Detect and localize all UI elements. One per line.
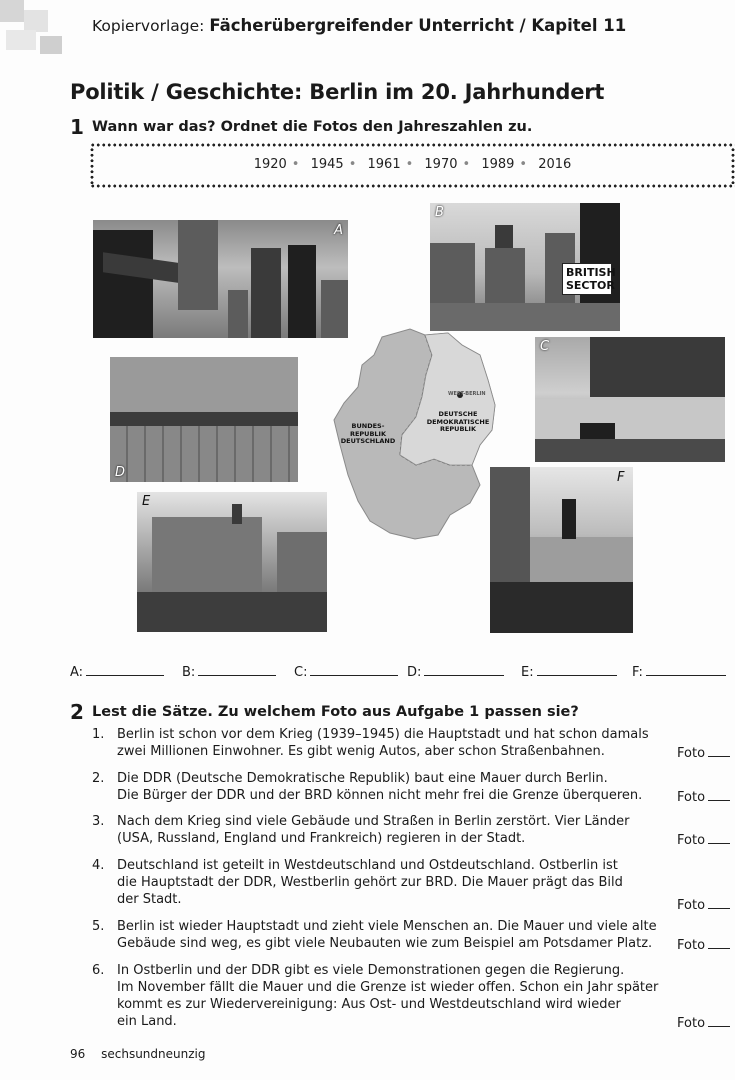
year-item: 1945 [310, 157, 344, 172]
task2-number: 2 [70, 700, 84, 724]
year-item: 2016 [538, 157, 572, 172]
photo-f-label: F [617, 470, 625, 485]
year-item: 1961 [367, 157, 401, 172]
british-sector-sign: BRITISH SECTOR [562, 263, 612, 295]
map-tag: WEST-BERLIN [448, 391, 486, 397]
photo-a [93, 220, 348, 338]
task1-number: 1 [70, 115, 84, 139]
photo-d-label: D [115, 465, 126, 480]
year-item: 1970 [424, 157, 458, 172]
year-box [90, 143, 735, 188]
foto-answer[interactable]: Foto [677, 937, 730, 954]
task1-instruction: Wann war das? Ordnet die Fotos den Jahreszahlen zu. [92, 119, 533, 135]
year-item: 1920 [253, 157, 287, 172]
answer-row [70, 664, 730, 684]
photo-e-label: E [142, 494, 151, 509]
header-prefix: Kopiervorlage: [92, 17, 205, 35]
answer-b[interactable]: B: [182, 664, 276, 680]
photo-c [535, 337, 725, 462]
page-number-word: sechsundneunzig [101, 1047, 206, 1061]
year-list: 1920 • 1945 • 1961 • 1970 • 1989 • 2016 [253, 157, 572, 172]
photo-d [110, 357, 298, 482]
map-label-ddr: DEUTSCHE DEMOKRATISCHE REPUBLIK [426, 410, 490, 433]
answer-e[interactable]: E: [521, 664, 617, 680]
answer-c[interactable]: C: [294, 664, 398, 680]
foto-answer[interactable]: Foto [677, 789, 730, 806]
photo-a-label: A [334, 223, 343, 238]
task2-instruction: Lest die Sätze. Zu welchem Foto aus Aufgabe 1 passen sie? [92, 704, 579, 720]
foto-answer[interactable]: Foto [677, 1015, 730, 1032]
foto-answer[interactable]: Foto [677, 897, 730, 914]
germany-map [330, 325, 515, 545]
answer-a[interactable]: A: [70, 664, 164, 680]
page-title: Politik / Geschichte: Berlin im 20. Jahrhundert [70, 80, 605, 104]
map-label-brd: BUNDES- REPUBLIK DEUTSCHLAND [340, 422, 396, 445]
header-chapter: Fächerübergreifender Unterricht / Kapitel 11 [209, 16, 627, 35]
corner-decoration [0, 0, 80, 62]
page-footer [70, 1047, 205, 1061]
photo-b [430, 203, 620, 331]
photo-b-label: B [435, 205, 444, 220]
photo-c-label: C [540, 339, 550, 354]
foto-answer[interactable]: Foto [677, 832, 730, 849]
foto-answer[interactable]: Foto [677, 745, 730, 762]
page-header [92, 16, 626, 35]
photo-e [137, 492, 327, 632]
answer-f[interactable]: F: [632, 664, 726, 680]
answer-d[interactable]: D: [407, 664, 504, 680]
page-number: 96 [70, 1047, 86, 1061]
year-item: 1989 [481, 157, 515, 172]
